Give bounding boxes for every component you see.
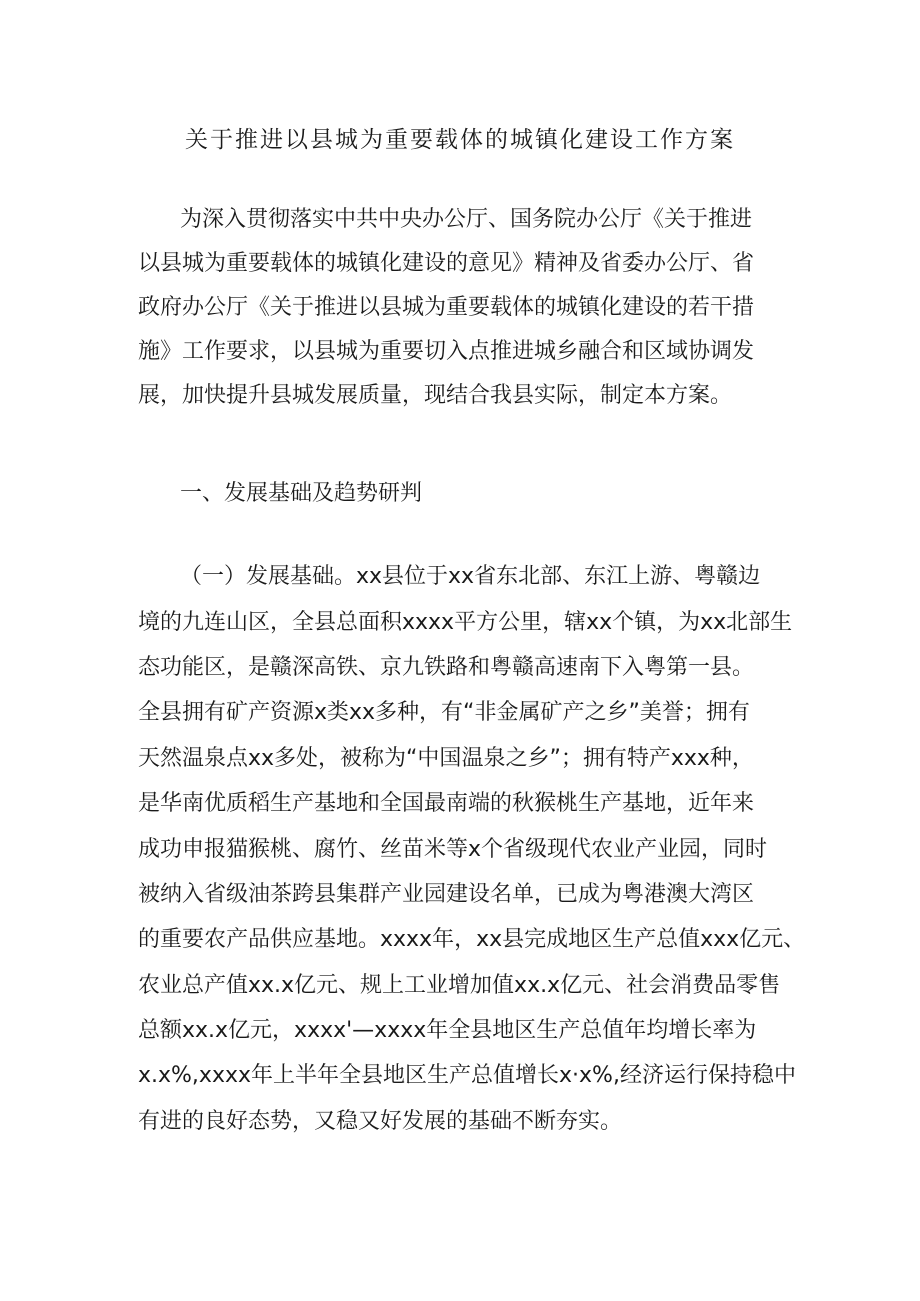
section-line-1: （一）发展基础。xx县位于xx省东北部、东江上游、粤赣边 bbox=[180, 564, 761, 589]
section-line-13: 有进的良好态势，又稳又好发展的基础不断夯实。 bbox=[138, 1109, 623, 1134]
intro-line-2: 以县城为重要载体的城镇化建设的意见》精神及省委办公厅、省 bbox=[138, 251, 755, 276]
intro-line-5: 展，加快提升县城发展质量，现结合我县实际，制定本方案。 bbox=[138, 383, 733, 408]
section-line-3: 态功能区，是赣深高铁、京九铁路和粤赣高速南下入粤第一县。 bbox=[138, 655, 755, 680]
section-heading: 一、发展基础及趋势研判 bbox=[180, 481, 423, 506]
document-title: 关于推进以县城为重要载体的城镇化建设工作方案 bbox=[185, 127, 735, 153]
section-line-8: 被纳入省级油茶跨县集群产业园建设名单，已成为粤港澳大湾区 bbox=[138, 882, 755, 907]
section-line-6: 是华南优质稻生产基地和全国最南端的秋猴桃生产基地，近年来 bbox=[138, 791, 755, 816]
section-line-10: 农业总产值xx.x亿元、规上工业增加值xx.x亿元、社会消费品零售 bbox=[138, 973, 781, 998]
section-line-4: 全县拥有矿产资源x类xx多种，有“非金属矿产之乡”美誉；拥有 bbox=[138, 700, 750, 725]
section-line-11: 总额xx.x亿元，xxxx'—xxxx年全县地区生产总值年均增长率为 bbox=[138, 1018, 757, 1043]
section-line-7: 成功申报猫猴桃、腐竹、丝苗米等x个省级现代农业产业园，同时 bbox=[138, 837, 768, 862]
intro-line-1: 为深入贯彻落实中共中央办公厅、国务院办公厅《关于推进 bbox=[180, 207, 753, 232]
section-line-12: x.x%,xxxx年上半年全县地区生产总值增长x·x%,经济运行保持稳中 bbox=[138, 1063, 796, 1088]
intro-line-4: 施》工作要求，以县城为重要切入点推进城乡融合和区域协调发 bbox=[138, 339, 755, 364]
section-line-5: 天然温泉点xx多处，被称为“中国温泉之乡”；拥有特产xxx种， bbox=[138, 746, 754, 771]
section-line-9: 的重要农产品供应基地。xxxx年，xx县完成地区生产总值xxx亿元、 bbox=[138, 927, 806, 952]
section-line-2: 境的九连山区，全县总面积xxxx平方公里，辖xx个镇，为xx北部生 bbox=[138, 610, 793, 635]
intro-line-3: 政府办公厅《关于推进以县城为重要载体的城镇化建设的若干措 bbox=[138, 295, 755, 320]
